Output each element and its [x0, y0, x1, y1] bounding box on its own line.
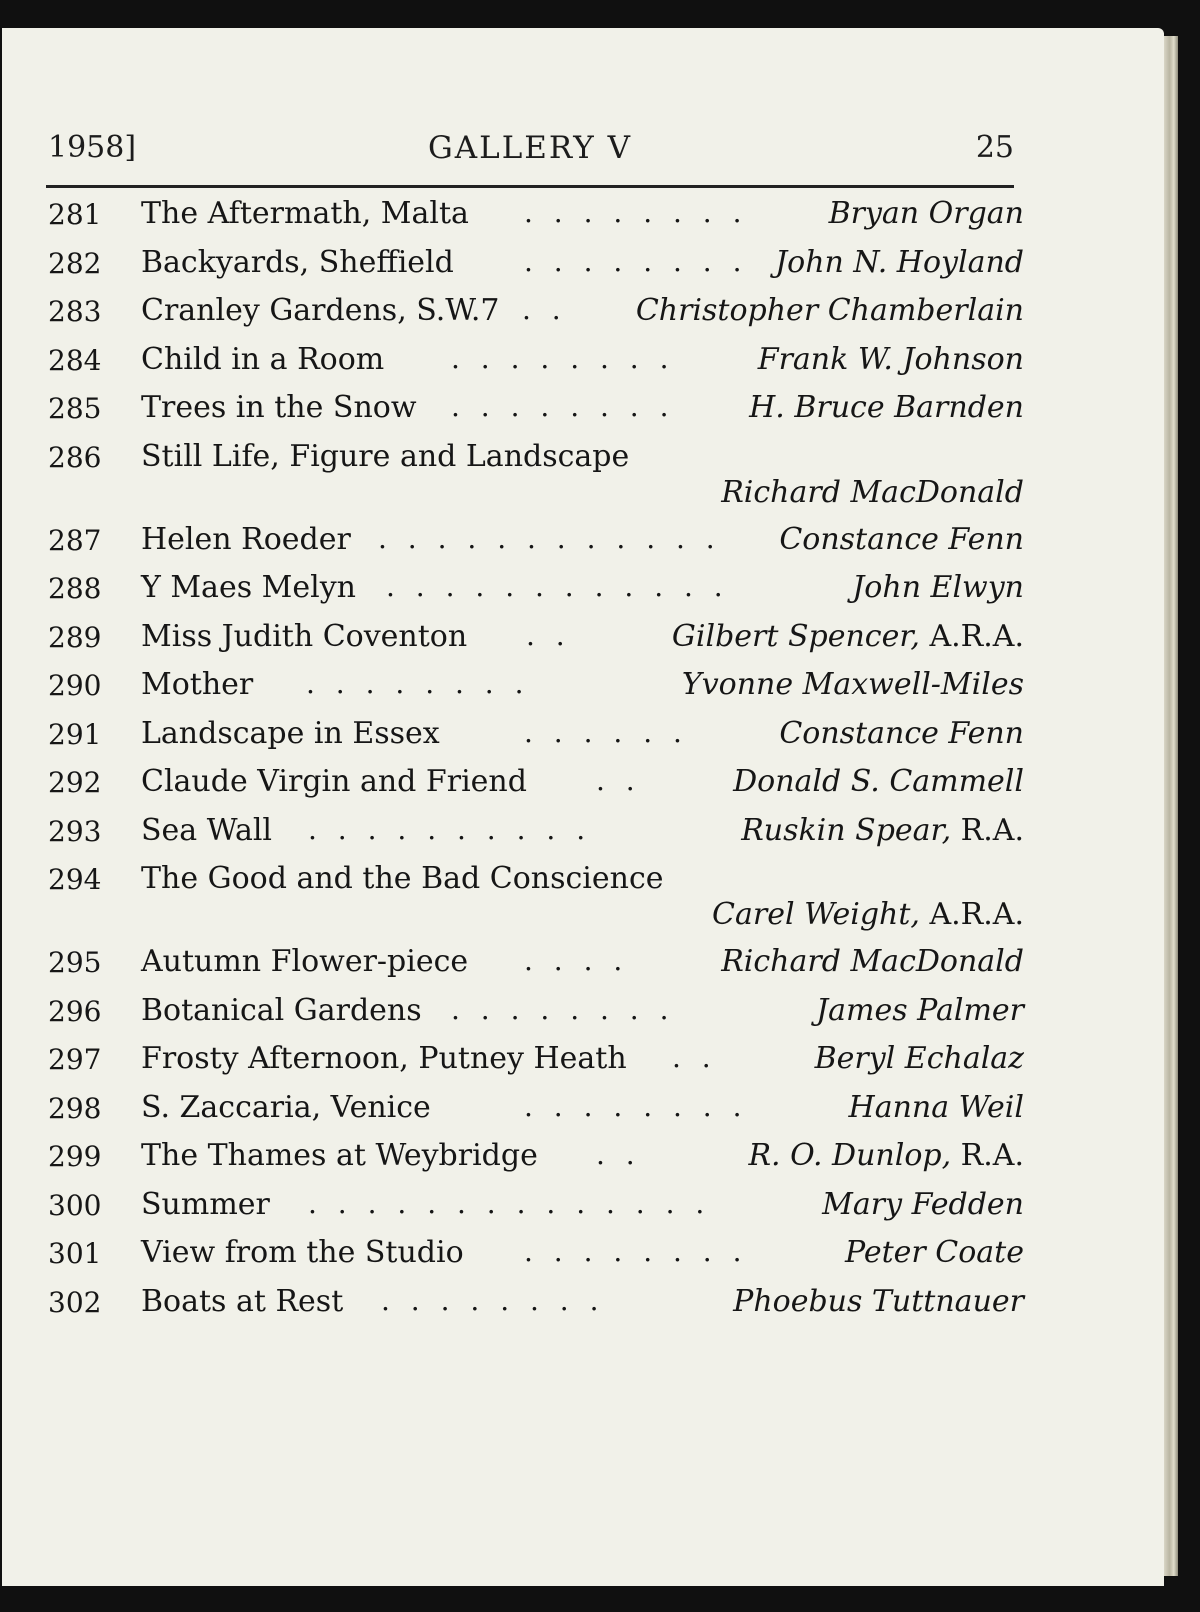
catalogue-number: 294 [48, 863, 102, 896]
catalogue-list [46, 194, 1024, 1330]
artist-name-text: Yvonne Maxwell-Miles [681, 667, 1024, 702]
catalogue-entry [46, 714, 1024, 763]
catalogue-entry [46, 1282, 1024, 1331]
artist-name-text: H. Bruce Barnden [749, 390, 1024, 425]
catalogue-number: 285 [48, 392, 102, 425]
dot-leader: . . . . . . . . [524, 1235, 748, 1268]
artist-name-text: Christopher Chamberlain [635, 293, 1024, 328]
artist-name-text: Gilbert Spencer, [671, 618, 920, 654]
dot-leader: . . . . . . . . [451, 992, 675, 1026]
artist-name [779, 716, 1024, 751]
catalogue-entry [46, 340, 1024, 389]
dot-leader: . . . . . . . . [524, 244, 748, 278]
dot-leader: . . . . . . . . . . . . [386, 570, 729, 603]
artist-name-text: Constance Fenn [779, 715, 1024, 751]
catalogue-entry [46, 665, 1024, 714]
dot-leader: . . . . . . . . . . . . . . [308, 1186, 711, 1220]
catalogue-number: 302 [48, 1285, 102, 1319]
artist-name-text: Richard MacDonald [721, 944, 1024, 979]
catalogue-entry [46, 991, 1024, 1040]
artist-name-text: James Palmer [816, 992, 1024, 1028]
catalogue-entry [46, 437, 1024, 520]
artist-name-text: Mary Fedden [822, 1186, 1024, 1222]
artist-name-text: R. O. Dunlop, [748, 1138, 952, 1173]
catalogue-number: 299 [48, 1140, 102, 1173]
catalogue-entry [46, 859, 1024, 942]
catalogue-entry [46, 194, 1024, 243]
catalogue-number: 281 [48, 198, 102, 231]
gallery-title: GALLERY V [427, 130, 633, 166]
catalogue-number: 291 [48, 717, 102, 751]
catalogue-number: 298 [48, 1091, 102, 1125]
catalogue-entry [46, 942, 1024, 991]
catalogue-number: 292 [48, 766, 102, 799]
artwork-title: Backyards, Sheffield [141, 244, 454, 280]
artist-name-text: Frank W. Johnson [757, 341, 1024, 377]
artist-name-text: Phoebus Tuttnauer [733, 1283, 1024, 1319]
artwork-title: Botanical Gardens [141, 992, 422, 1028]
artist-name [733, 1284, 1024, 1319]
artwork-title: Frosty Afternoon, Putney Heath [141, 1041, 627, 1076]
artwork-title: Trees in the Snow [141, 390, 417, 425]
catalogue-entry [46, 1088, 1024, 1137]
artwork-title: Still Life, Figure and Landscape [141, 438, 630, 474]
artwork-title: S. Zaccaria, Venice [141, 1089, 431, 1125]
dot-leader: . . . . . . . . [451, 390, 675, 423]
artist-name-text: John N. Hoyland [775, 244, 1024, 280]
catalogue-entry [46, 1233, 1024, 1282]
artist-name [721, 475, 1024, 510]
artist-name [712, 897, 1024, 932]
catalogue-entry [46, 243, 1024, 292]
artwork-title: Landscape in Essex [141, 715, 440, 751]
artwork-title: Child in a Room [141, 341, 385, 377]
catalogue-entry [46, 520, 1024, 569]
running-head [46, 118, 1014, 168]
artist-name [815, 1041, 1024, 1076]
catalogue-number: 284 [48, 343, 102, 377]
dot-leader: . . . . . . . . . . [308, 812, 592, 846]
artwork-title: The Aftermath, Malta [141, 196, 469, 231]
artist-name [672, 619, 1024, 654]
artist-name [741, 813, 1024, 848]
artist-name [845, 1235, 1024, 1270]
dot-leader: . . . . . . . . [524, 1089, 748, 1123]
page-number: 25 [975, 130, 1014, 165]
dot-leader: . . [596, 764, 641, 797]
artwork-title: Summer [141, 1186, 270, 1222]
dot-leader: . . . . [524, 944, 629, 977]
artwork-title: The Good and the Bad Conscience [141, 861, 664, 896]
dot-leader: . . . . . . . . [381, 1283, 605, 1317]
artwork-title: Boats at Rest [141, 1283, 344, 1319]
artwork-title: Cranley Gardens, S.W.7 [141, 293, 500, 328]
catalogue-entry [46, 617, 1024, 666]
catalogue-entry [46, 1039, 1024, 1088]
catalogue-entry [46, 568, 1024, 617]
academy-suffix: A.R.A. [919, 897, 1024, 932]
artist-name [758, 342, 1024, 377]
artist-name [829, 196, 1024, 231]
dot-leader: . . [672, 1041, 717, 1074]
catalogue-number: 301 [48, 1237, 102, 1270]
catalogue-number: 296 [48, 994, 102, 1028]
catalogue-number: 283 [48, 295, 102, 328]
artist-name-text: Peter Coate [845, 1235, 1024, 1270]
catalogue-number: 286 [48, 440, 102, 474]
catalogue-number: 288 [48, 572, 102, 605]
artist-name-text: Hanna Weil [848, 1089, 1024, 1125]
dot-leader: . . [526, 618, 571, 652]
catalogue-number: 282 [48, 246, 102, 280]
dot-leader: . . . . . . . . [306, 667, 530, 700]
artwork-title: The Thames at Weybridge [141, 1138, 538, 1173]
artist-name-text: John Elwyn [852, 570, 1024, 605]
artist-name [636, 293, 1024, 328]
catalogue-entry [46, 811, 1024, 860]
catalogue-number: 293 [48, 814, 102, 848]
artist-name [749, 390, 1024, 425]
dot-leader: . . . . . . . . . . . . [378, 521, 721, 555]
artist-name [849, 1090, 1024, 1125]
year-mark: 1958] [48, 130, 137, 165]
artist-name [816, 993, 1024, 1028]
artist-name [775, 245, 1024, 280]
artwork-title: Mother [141, 667, 254, 702]
academy-suffix: R.A. [951, 1138, 1024, 1173]
catalogue-number: 287 [48, 523, 102, 557]
artist-name-text: Carel Weight, [712, 897, 920, 932]
dot-leader: . . [522, 293, 567, 326]
academy-suffix: R.A. [951, 812, 1024, 848]
artist-name [779, 522, 1024, 557]
artwork-title: View from the Studio [141, 1235, 464, 1270]
artwork-title: Y Maes Melyn [141, 570, 356, 605]
artwork-title: Autumn Flower-piece [141, 944, 469, 979]
artist-name [721, 944, 1024, 979]
artist-name-text: Beryl Echalaz [814, 1041, 1024, 1076]
artist-name [852, 570, 1024, 605]
catalogue-number: 300 [48, 1188, 102, 1222]
dot-leader: . . . . . . . . [451, 341, 675, 375]
artist-name-text: Bryan Organ [828, 196, 1024, 231]
catalogue-number: 289 [48, 620, 102, 654]
artwork-title: Helen Roeder [141, 521, 351, 557]
artist-name [733, 764, 1024, 799]
artwork-title: Miss Judith Coventon [141, 618, 468, 654]
dot-leader: . . [596, 1138, 641, 1171]
catalogue-number: 297 [48, 1043, 102, 1076]
artwork-title: Sea Wall [141, 812, 273, 848]
dot-leader: . . . . . . [524, 715, 688, 749]
artist-name-text: Constance Fenn [779, 521, 1024, 557]
header-rule [46, 185, 1014, 188]
artist-name-text: Richard MacDonald [721, 474, 1024, 510]
artist-name [822, 1187, 1024, 1222]
artist-name-text: Donald S. Cammell [733, 764, 1024, 799]
catalogue-number: 295 [48, 946, 102, 979]
catalogue-entry [46, 1185, 1024, 1234]
catalogue-entry [46, 762, 1024, 811]
catalogue-entry [46, 388, 1024, 437]
catalogue-entry [46, 291, 1024, 340]
artwork-title: Claude Virgin and Friend [141, 764, 527, 799]
artist-name-text: Ruskin Spear, [741, 812, 952, 848]
catalogue-entry [46, 1136, 1024, 1185]
artist-name [748, 1138, 1024, 1173]
academy-suffix: A.R.A. [919, 618, 1024, 654]
catalogue-number: 290 [48, 669, 102, 702]
artist-name [682, 667, 1024, 702]
dot-leader: . . . . . . . . [524, 196, 748, 229]
page-edge [1164, 36, 1178, 1576]
